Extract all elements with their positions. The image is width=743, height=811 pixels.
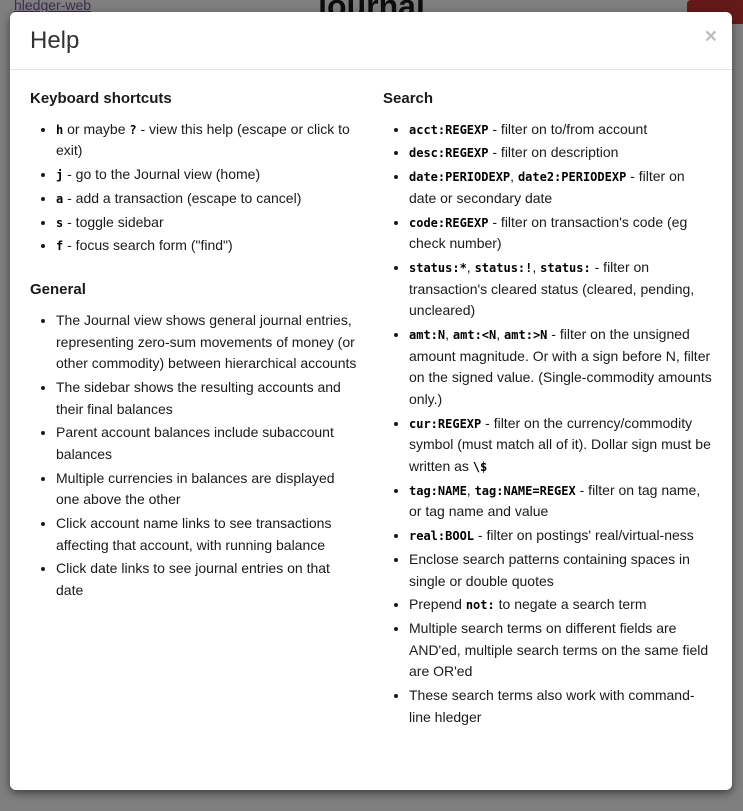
list-item (409, 142, 712, 164)
list-item (56, 468, 359, 511)
code-span: status:* (409, 260, 467, 275)
code-span: code:REGEXP (409, 215, 489, 230)
modal-header (10, 12, 732, 70)
list-item (409, 525, 712, 547)
text-span: , (466, 481, 475, 498)
list-item (56, 188, 359, 210)
search-list (383, 119, 712, 729)
code-span: h (56, 122, 64, 137)
text-span: , (466, 258, 475, 275)
code-span: acct:REGEXP (409, 122, 489, 137)
text-span: Click date links to see journal entries on that date (56, 560, 330, 599)
code-span: date:PERIODEXP (409, 170, 511, 185)
modal-title: Help (30, 27, 80, 54)
section-heading-keyboard-shortcuts: Keyboard shortcuts (30, 89, 172, 107)
text-span: - go to the Journal view (home) (63, 166, 261, 183)
list-item (409, 549, 712, 592)
text-span: - filter on tag name, or tag name and value (409, 481, 701, 520)
list-item (409, 212, 712, 255)
list-item (409, 413, 712, 478)
text-span: - add a transaction (escape to cancel) (63, 189, 302, 206)
text-span: - filter on description (488, 144, 619, 161)
text-span: Multiple currencies in balances are displayed one above the other (56, 469, 335, 508)
code-span: \$ (472, 460, 488, 475)
text-span: , (445, 325, 453, 342)
list-item (409, 324, 712, 411)
text-span: , (532, 258, 541, 275)
text-span: Prepend (409, 596, 466, 613)
text-span: Multiple search terms on different fields are AND'ed, multiple search terms on the same field are OR'ed (409, 619, 709, 680)
list-item (56, 422, 359, 465)
text-span: These search terms also work with command-line hledger (409, 686, 695, 725)
text-span: to negate a search term (494, 596, 647, 613)
text-span: - filter on transaction's code (eg check number) (409, 213, 688, 252)
text-span: - filter on postings' real/virtual-ness (474, 527, 694, 544)
help-left-column (30, 90, 359, 737)
text-span: - filter on date or secondary date (409, 168, 685, 206)
general-list (30, 310, 359, 602)
code-span: j (56, 168, 64, 183)
list-item (56, 310, 359, 375)
help-columns (30, 90, 712, 737)
text-span: The Journal view shows general journal entries, representing zero-sum movements of money (or other commodity) between hierarchical accounts (56, 311, 357, 372)
text-span: Enclose search patterns containing spaces in single or double quotes (409, 550, 690, 589)
text-span: , (510, 168, 518, 185)
keyboard-shortcuts-list (30, 119, 359, 257)
section-heading-search: Search (383, 89, 434, 107)
help-modal (10, 12, 732, 790)
list-item (56, 235, 359, 257)
code-span: real:BOOL (409, 529, 475, 544)
list-item (409, 618, 712, 683)
text-span: - filter on the unsigned amount magnitude. Or with a sign before N, filter on the signed value. (Single-commodity amounts only.) (409, 325, 712, 408)
text-span: - filter on to/from account (488, 120, 648, 137)
modal-body (10, 70, 732, 790)
code-span: amt:>N (504, 327, 548, 342)
text-span: , (496, 325, 505, 342)
list-item (56, 513, 359, 556)
code-span: status:! (474, 260, 533, 275)
list-item (56, 558, 359, 601)
text-span: The sidebar shows the resulting accounts and their final balances (56, 378, 341, 417)
list-item (56, 119, 359, 162)
list-item (409, 257, 712, 322)
section-heading-general: General (30, 280, 86, 298)
list-item (56, 377, 359, 420)
code-span: f (56, 239, 64, 254)
list-item (409, 594, 712, 616)
text-span: Click account name links to see transactions affecting that account, with running balance (56, 515, 332, 553)
code-span: cur:REGEXP (409, 416, 482, 431)
list-item (409, 166, 712, 209)
text-span: - view this help (escape or click to exit) (56, 120, 350, 159)
code-span: date2:PERIODEXP (517, 170, 627, 185)
code-span: amt:N (409, 327, 446, 342)
list-item (409, 119, 712, 141)
text-span: - focus search form ("find") (63, 237, 233, 254)
code-span: tag:NAME=REGEX (474, 483, 576, 498)
code-span: desc:REGEXP (409, 146, 489, 161)
code-span: a (56, 191, 64, 206)
text-span: - filter on transaction's cleared status (cleared, pending, uncleared) (409, 258, 695, 319)
code-span: ? (129, 122, 137, 137)
list-item (56, 164, 359, 186)
code-span: s (56, 215, 64, 230)
close-icon[interactable]: × (704, 25, 717, 48)
code-span: status: (540, 260, 591, 275)
help-right-column (383, 90, 712, 737)
text-span: - filter on the currency/commodity symbol (must match all of it). Dollar sign must be written as (409, 414, 711, 475)
code-span: not: (465, 598, 495, 613)
text-span: or maybe (63, 120, 130, 137)
list-item (409, 685, 712, 728)
code-span: amt:<N (452, 327, 497, 342)
text-span: Parent account balances include subaccount balances (56, 424, 334, 463)
list-item (56, 212, 359, 234)
code-span: tag:NAME (409, 483, 467, 498)
text-span: - toggle sidebar (63, 213, 164, 230)
list-item (409, 480, 712, 523)
